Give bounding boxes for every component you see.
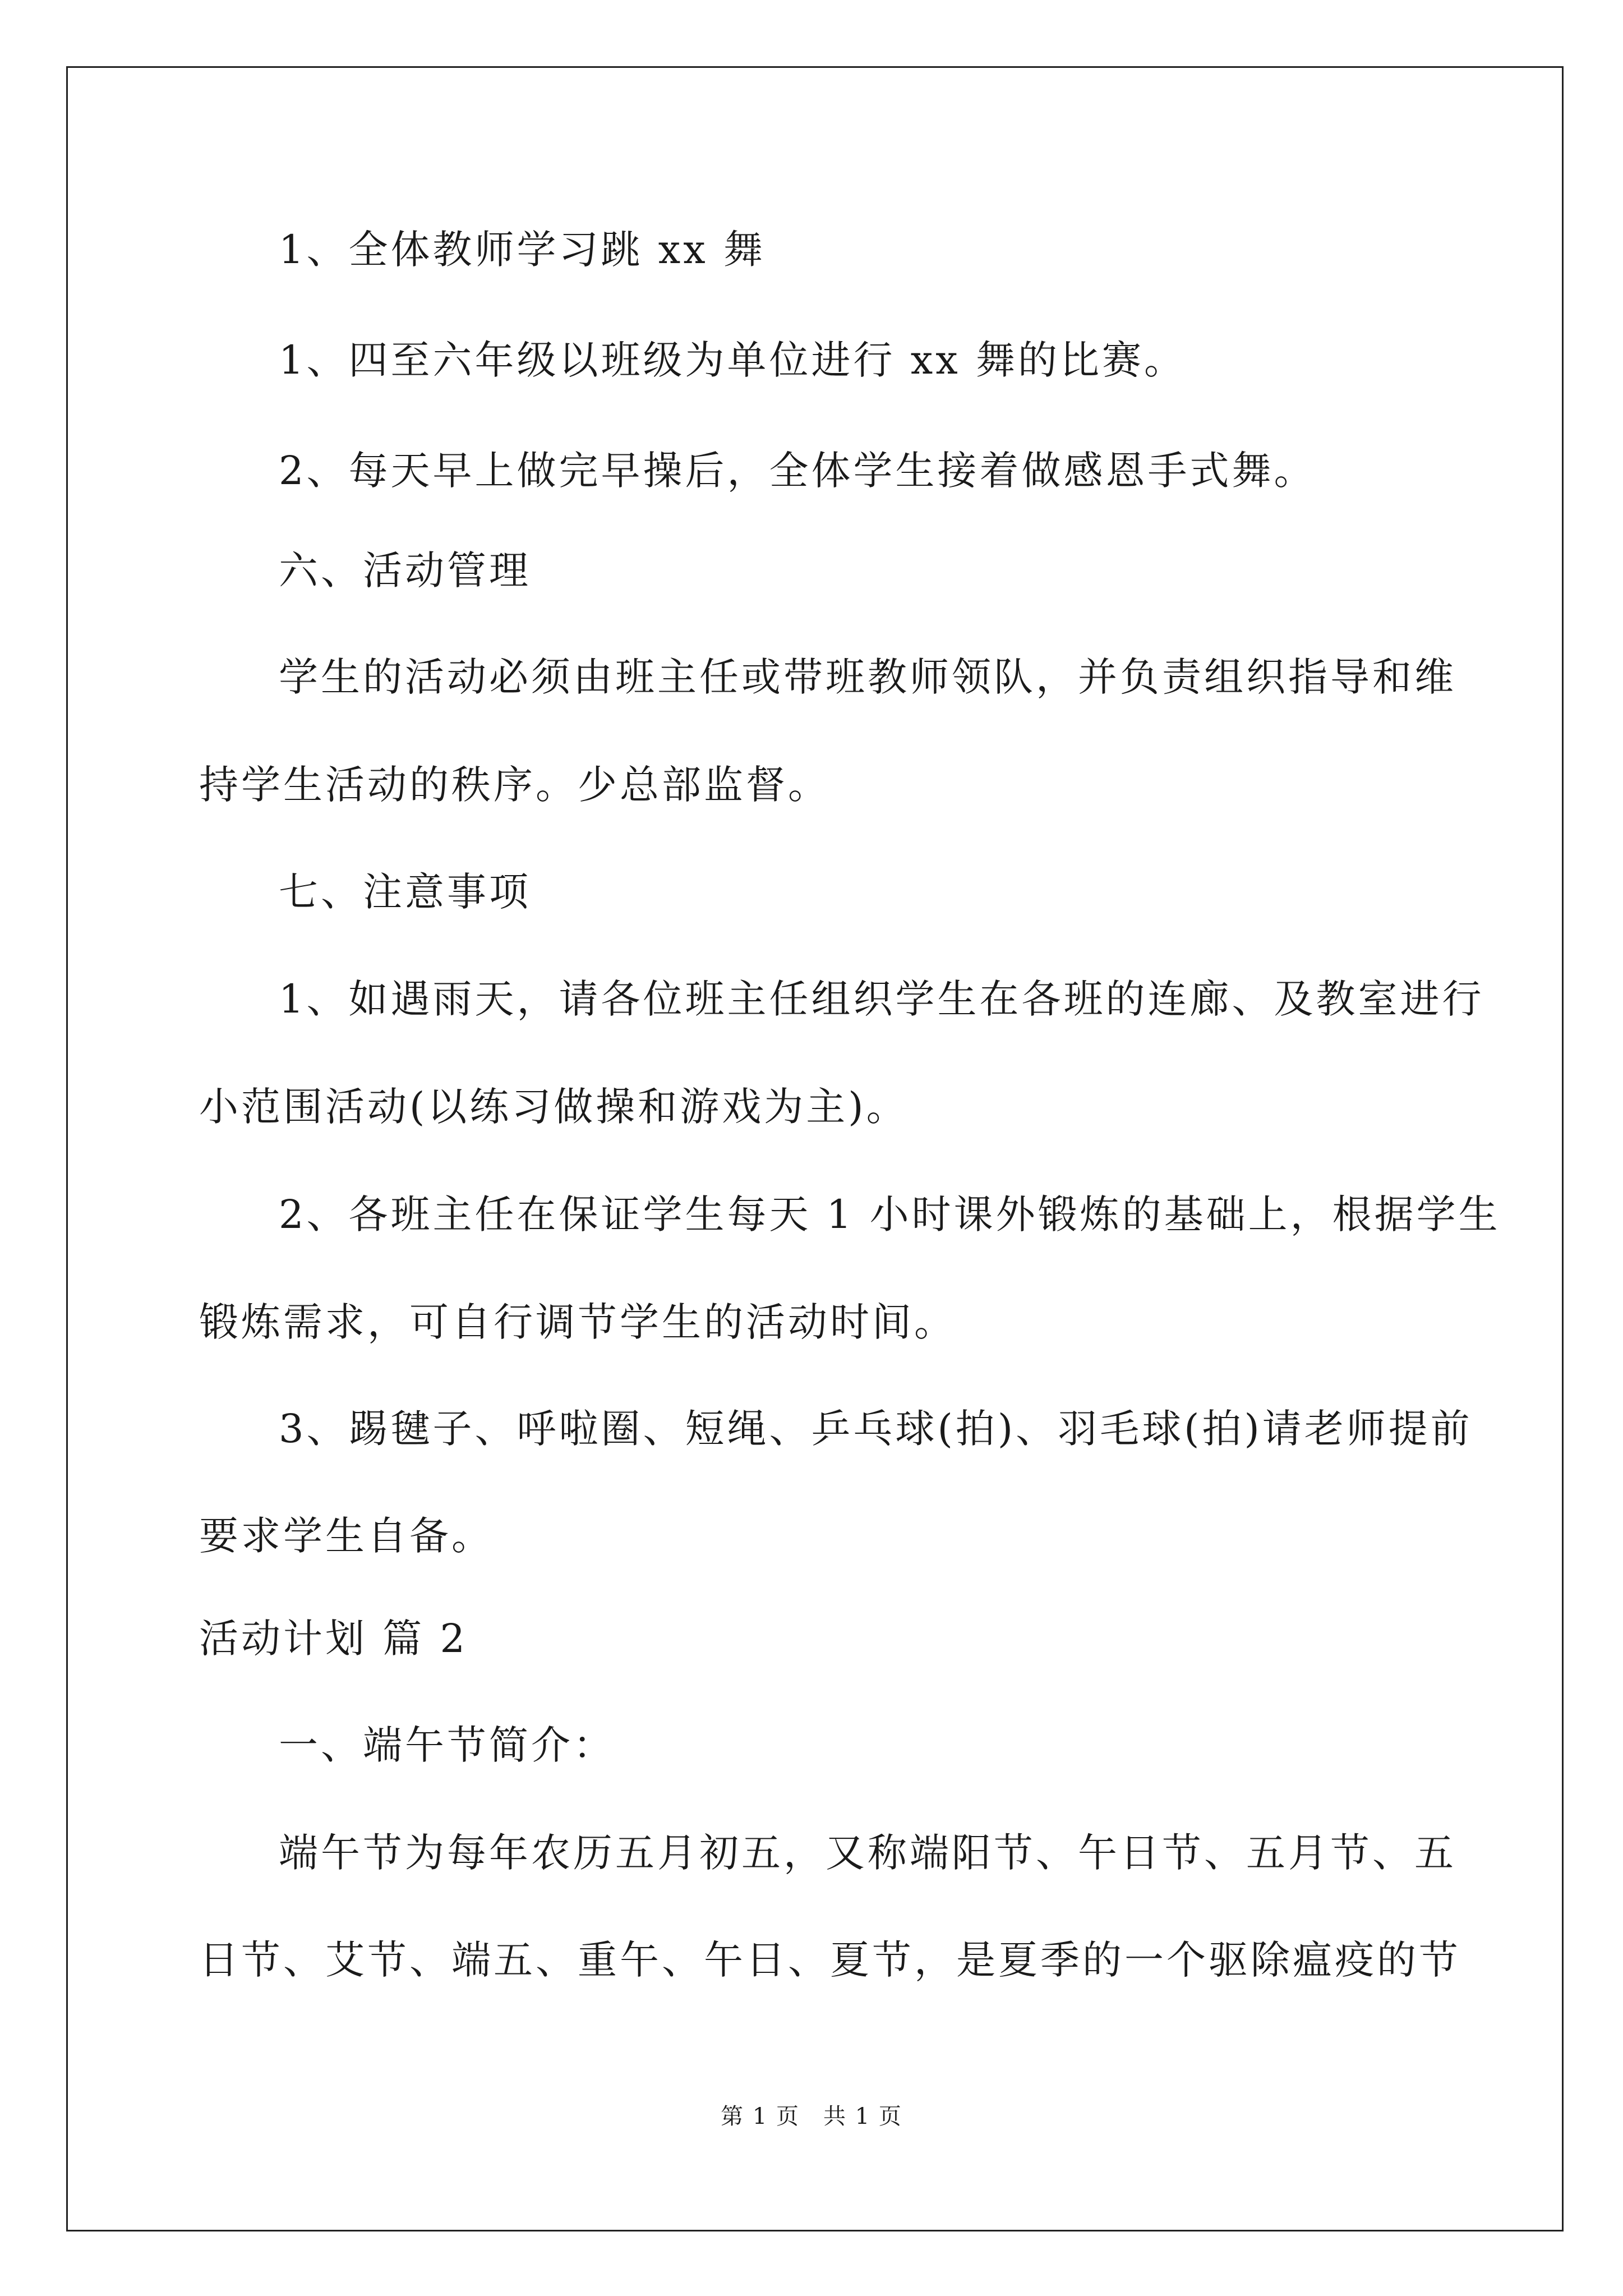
paragraph-line: 2、各班主任在保证学生每天 1 小时课外锻炼的基础上，根据学生 — [279, 1191, 1501, 1237]
paragraph-line: 1、四至六年级以班级为单位进行 xx 舞的比赛。 — [279, 337, 1186, 383]
paragraph-line: 2、每天早上做完早操后，全体学生接着做感恩手式舞。 — [279, 448, 1316, 494]
section-title: 活动计划 篇 2 — [199, 1616, 468, 1662]
section-heading: 七、注意事项 — [279, 869, 531, 915]
page-border — [66, 66, 1564, 2231]
paragraph-line: 1、全体教师学习跳 xx 舞 — [279, 227, 766, 273]
paragraph-line: 小范围活动(以练习做操和游戏为主)。 — [199, 1084, 909, 1130]
section-heading: 一、端午节简介： — [279, 1722, 615, 1768]
paragraph-line: 端午节为每年农历五月初五，又称端阳节、午日节、五月节、五 — [279, 1830, 1456, 1876]
paragraph-line: 锻炼需求，可自行调节学生的活动时间。 — [199, 1299, 956, 1345]
paragraph-line: 持学生活动的秩序。少总部监督。 — [199, 762, 830, 808]
paragraph-line: 3、踢毽子、呼啦圈、短绳、乒乓球(拍)、羽毛球(拍)请老师提前 — [279, 1406, 1473, 1452]
page-footer: 第 1 页 共 1 页 — [721, 2104, 902, 2129]
paragraph-line: 1、如遇雨天，请各位班主任组织学生在各班的连廊、及教室进行 — [279, 976, 1484, 1022]
paragraph-line: 日节、艾节、端五、重午、午日、夏节，是夏季的一个驱除瘟疫的节 — [199, 1937, 1461, 1983]
paragraph-line: 学生的活动必须由班主任或带班教师领队，并负责组织指导和维 — [279, 654, 1456, 700]
section-heading: 六、活动管理 — [279, 547, 531, 593]
paragraph-line: 要求学生自备。 — [199, 1513, 494, 1559]
